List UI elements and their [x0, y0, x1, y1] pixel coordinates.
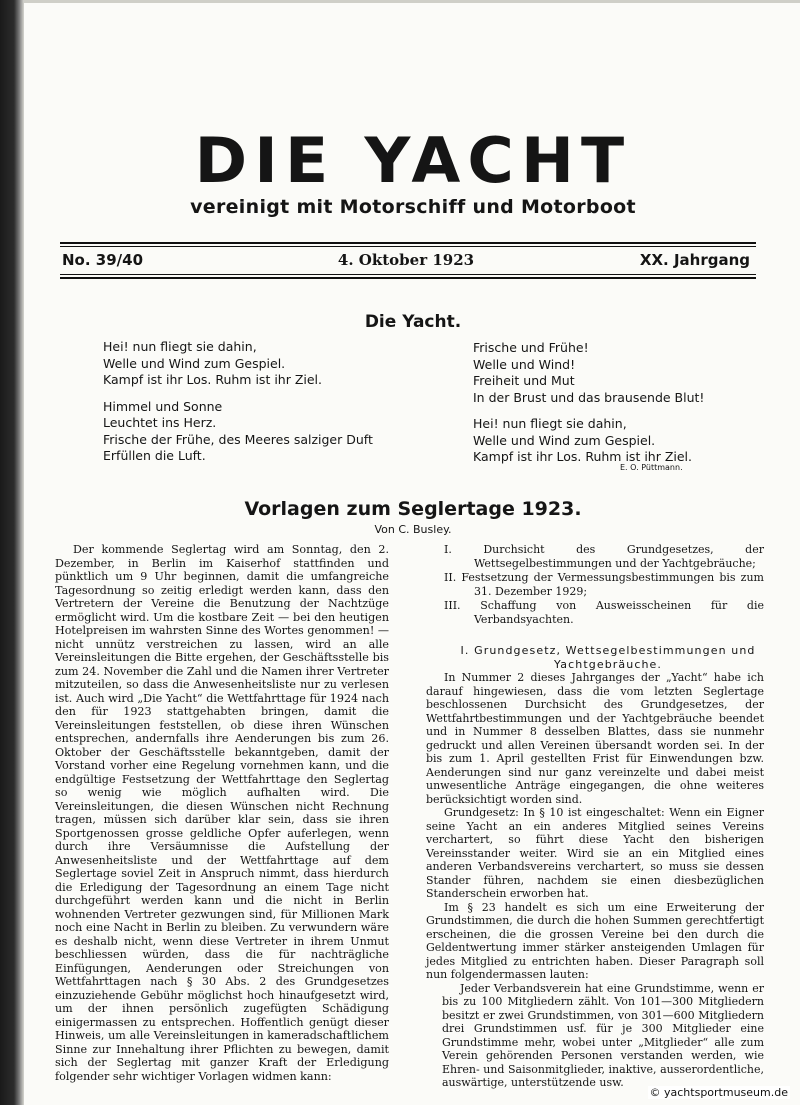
section-heading: I. Grundgesetz, Wettsegelbestimmungen und Yachtgebräuche. [460, 644, 756, 671]
issue-number: No. 39/40 [62, 251, 144, 269]
poem-line: Freiheit und Mut [473, 373, 575, 388]
issue-volume: XX. Jahrgang [639, 251, 750, 269]
paragraph: Jeder Verbandsverein hat eine Grundstimme, wenn er bis zu 100 Mitgliedern zählt. Von 101—300 Mitgliedern besitzt er zwei Grundstimmen, von 301—600 Mitgliedern drei Grundstimmen usf. für je 300 Mitglieder eine Grundstimme mehr, wobei unter „Mitglieder“ alle zum Verein gehörenden Personen verstanden werden, wie Ehren- und Saisonmitglieder, inaktive, ausserordentliche, auswärtige, unterstützende usw. [442, 981, 764, 1089]
masthead [26, 124, 800, 218]
poem-line: Leuchtet ins Herz. [103, 415, 217, 430]
header-rule [60, 277, 756, 279]
poem-line: Kampf ist ihr Los. Ruhm ist ihr Ziel. [473, 449, 693, 464]
paragraph: Im § 23 handelt es sich um eine Erweiterung der Grundstimmen, die durch die hohen Summen gerechtfertigt erscheinen, die die grossen Vereine bei den durch die Geldentwertung immer stärker ansteigenden Umlagen für jedes Mitglied zu entrichten haben. Dieser Paragraph soll nun folgendermassen lauten: [426, 900, 764, 981]
top-edge [24, 0, 800, 3]
agenda-item: II. Festsetzung der Vermessungsbestimmungen bis zum 31. Dezember 1929; [444, 571, 764, 598]
issue-line [62, 248, 750, 272]
poem-line: In der Brust und das brausende Blut! [473, 389, 705, 405]
header-rule [60, 274, 756, 275]
agenda-item: III. Schaffung von Ausweisscheinen für die Verbandsyachten. [444, 599, 764, 626]
agenda-list [444, 543, 764, 627]
poem-line: Erfüllen die Luft. [103, 448, 206, 463]
paragraph: In Nummer 2 dieses Jahrganges der „Yacht“ habe ich darauf hingewiesen, dass die vom letzten Seglertage beschlossenen Durchsicht des Grundgesetzes, der Wettfahrtbestimmungen und der Yachtgebräuche beendet und in Nummer 8 desselben Blattes, dass sie nunmehr gedruckt und allen Vereinen übersandt worden sei. In der bis zum 1. April gestellten Frist für Einwendungen bzw. Aenderungen sind nur ganz vereinzelte und dabei meist unwesentliche Anträge eingegangen, die ohne weiteres berücksichtigt worden sind. [426, 671, 764, 806]
poem-author: E. O. Püttmann. [620, 463, 683, 472]
copyright-watermark: © yachtsportmuseum.de [649, 1086, 788, 1099]
poem-line: Hei! nun fliegt sie dahin, [473, 416, 627, 431]
poem-line: Frische und Frühe! [473, 340, 589, 355]
poem-line: Welle und Wind! [473, 356, 576, 372]
poem-line: Himmel und Sonne [103, 398, 223, 414]
paragraph: Grundgesetz: In § 10 ist eingeschaltet: Wenn ein Eigner seine Yacht an ein anderes Mitglied seines Vereins verchartert, so führt diese Yacht den bisherigen Vereinsstander weiter. Wird sie an ein Mitglied eines anderen Verbandsvereins verchartert, so muss sie dessen Stander führen, nachdem sie einen diesbezüglichen Standerschein erworben hat. [426, 806, 764, 900]
header-rule [60, 242, 756, 244]
magazine-title: DIE YACHT [194, 124, 632, 197]
magazine-subtitle: vereinigt mit Motorschiff und Motorboot [190, 196, 636, 218]
poem-title: Die Yacht. [364, 312, 462, 332]
poem-line: Hei! nun fliegt sie dahin, [103, 339, 257, 354]
poem-right-column [473, 340, 704, 466]
poem-line: Kampf ist ihr Los. Ruhm ist ihr Ziel. [103, 372, 323, 387]
poem-left-column [103, 339, 373, 465]
article-byline: Von C. Busley. [374, 523, 452, 536]
header-rule [60, 246, 756, 247]
poem-line: Welle und Wind zum Gespiel. [103, 355, 286, 371]
agenda-item: I. Durchsicht des Grundgesetzes, der Wettsegelbestimmungen und der Yachtgebräuche; [444, 543, 764, 570]
article-title: Vorlagen zum Seglertage 1923. [244, 498, 582, 520]
article-right-column [426, 671, 764, 1090]
poem-line: Frische der Frühe, des Meeres salziger Duft [103, 431, 373, 447]
article-left-column: Der kommende Seglertag wird am Sonntag, den 2. Dezember, in Berlin im Kaiserhof stattfinden und pünktlich um 9 Uhr beginnen, damit die umfangreiche Tagesordnung so zeitig erledigt werden kann, dass den Vertretern der Vereine die Benutzung der Nachtzüge ermöglicht wird. Um die kostbare Zeit — bei den heutigen Hotelpreisen im wahrsten Sinne des Wortes genommen! — nicht unnütz verstreichen zu lassen, wird an alle Vereinsleitungen die Bitte ergehen, der Geschäftsstelle bis zum 24. November die Zahl und die Namen ihrer Vertreter mitzuteilen, so dass die Anwesenheitsliste nur zu verlesen ist. Auch wird „Die Yacht“ die Wettfahrttage für 1924 nach den für 1923 stattgehabten bringen, damit die Vereinsleitungen feststellen, ob diese ihren Wünschen entsprechen, andernfalls ihre Aenderungen bis zum 26. Oktober der Geschäftsstelle bekanntgeben, damit der Vorstand vorher eine Regelung vornehmen kann, und die endgültige Festsetzung der Wettfahrttage den Seglertag so wenig wie möglich aufhalten wird. Die Vereinsleitungen, die diesen Wünschen nicht Rechnung tragen, müssen sich darüber klar sein, dass sie ihren Sportgenossen grosse geldliche Opfer auferlegen, wenn durch ihre Versäumnisse die Aufstellung der Anwesenheitsliste und der Wettfahrttage auf dem Seglertage soviel Zeit in Anspruch nimmt, dass hierdurch die Erledigung der Tagesordnung an einem Tage nicht durchgeführt werden kann und die nicht in Berlin wohnenden Vertreter gezwungen sind, für Millionen Mark noch eine Nacht in Berlin zu bleiben. Zu verwundern wäre es deshalb nicht, wenn diese Vertreter in ihrem Unmut beschliessen würden, dass die für nachträgliche Einfügungen, Aenderungen oder Streichungen von Wettfahrttagen nach § 30 Abs. 2 des Grundgesetzes einzuziehende Gebühr möglichst hoch hinaufgesetzt wird, um der ihnen persönlich zugefügten Schädigung einigermassen zu entsprechen. Hoffentlich genügt dieser Hinweis, um alle Vereinsleitungen in kameradschaftlichem Sinne zur Innehaltung ihrer Pflichten zu bewegen, damit sich der Seglertag mit ganzer Kraft der Erledigung folgender sehr wichtiger Vorlagen widmen kann: [55, 543, 389, 1083]
issue-date: 4. Oktober 1923 [337, 251, 475, 269]
poem-line: Welle und Wind zum Gespiel. [473, 432, 656, 448]
